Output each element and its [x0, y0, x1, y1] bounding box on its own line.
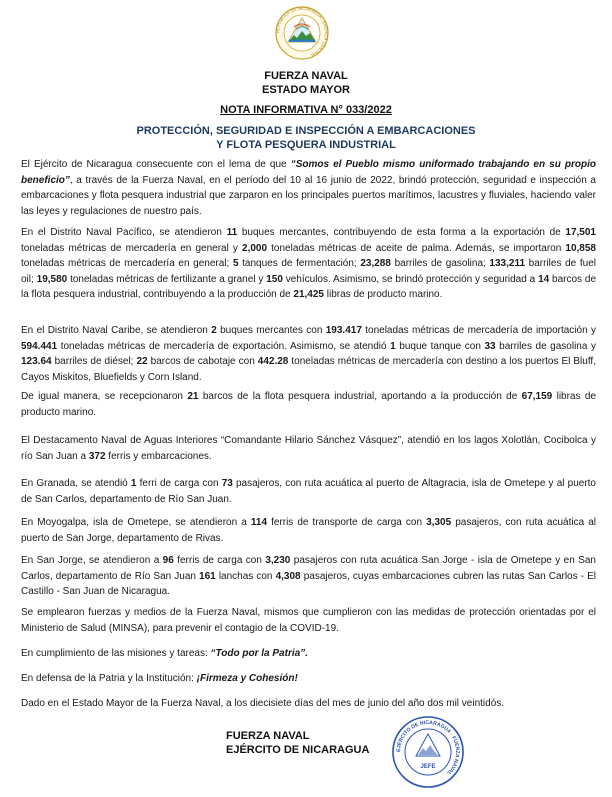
figure: 2,000	[242, 242, 268, 254]
figure: 114	[250, 517, 268, 528]
text: toneladas métricas de mercadería de exportación. Asimismo, se atendió	[57, 340, 391, 352]
figure: 1	[390, 340, 396, 352]
text: pasajeros, cuyas embarcaciones cubren las rutas San Carlos - El Castillo - San Juan de Nicaragua.	[21, 570, 597, 597]
text: ferri de carga con	[136, 478, 222, 489]
header-line-2: ESTADO MAYOR	[261, 84, 350, 96]
text: barriles de diésel;	[51, 356, 137, 367]
figure: 21,425	[293, 289, 324, 300]
motto: ¡Firmeza y Cohesión!	[196, 673, 298, 684]
text: ferris y embarcaciones.	[105, 450, 212, 462]
signature-line-1: FUERZA NAVAL	[226, 730, 310, 742]
paragraph-caribbean-district	[21, 323, 596, 385]
text: buques mercantes, contribuyendo de esta forma a la exportación de	[237, 227, 566, 238]
motto: “Todo por la Patria”.	[210, 648, 308, 659]
figure: 5	[232, 258, 239, 269]
signature-line-2: EJÉRCITO DE NICARAGUA	[226, 744, 370, 756]
paragraph-inland-waters	[21, 433, 596, 464]
text: toneladas métricas de mercadería en general;	[21, 258, 233, 269]
figure: 193.417	[325, 325, 362, 336]
text: barriles de gasolina;	[390, 258, 490, 269]
figure: 21	[187, 391, 199, 402]
text: barcos de la flota pesquera industrial, aportando a la producción de	[198, 391, 522, 402]
text: buques mercantes con	[216, 325, 326, 336]
text: ferris de transporte de carga con	[267, 517, 427, 528]
text: toneladas métricas de mercadería con destino a los puertos El Bluff, Cayos Miskitos, Bluefields y Corn Island.	[21, 356, 596, 383]
note-title: NOTA INFORMATIVA N° 033/2022	[220, 104, 392, 116]
figure: 1	[130, 478, 137, 489]
text: En Moyogalpa, isla de Ometepe, se atendieron a	[21, 517, 251, 528]
figure: 17,501	[565, 227, 596, 238]
paragraph-fishing-fleet	[21, 389, 596, 420]
nicaragua-coat-of-arms-icon	[270, 5, 334, 61]
motto: “Somos el Pueblo mismo uniformado trabajando en su propio beneficio”	[21, 159, 597, 186]
paragraph-intro	[21, 157, 596, 219]
figure: 10,858	[565, 242, 596, 254]
figure: 3,305	[426, 517, 452, 528]
text: toneladas métricas de mercadería de importación y	[361, 325, 596, 336]
text: En San Jorge, se atendieron a	[21, 555, 163, 566]
text: pasajeros con ruta acuática San Jorge - isla de Ometepe y en San Carlos, departamento de Río San Juan	[21, 555, 596, 582]
text: barriles de gasolina y	[495, 340, 596, 352]
text: libras de producto marino.	[324, 289, 443, 300]
stamp-label: JEFE	[420, 764, 436, 770]
text: toneladas métricas de aceite de palma. Además, se importaron	[267, 242, 566, 254]
text: De igual manera, se recepcionaron	[21, 391, 188, 402]
text: En el Distrito Naval Pacífico, se atendieron	[21, 227, 227, 238]
text: En el Distrito Naval Caribe, se atendieron	[21, 325, 212, 336]
text: ferris de carga con	[173, 555, 266, 566]
text: vehículos. Asimismo, se brindó protección y seguridad a	[282, 273, 539, 285]
text: En defensa de la Patria y la Institución:	[21, 673, 197, 684]
text: , a través de la Fuerza Naval, en el período del 10 al 16 junio de 2022, brindó protección, seguridad e inspección a embarcaciones y flota pesquera industrial que zarparon en los principales puertos marítimos, lacustres y fluviales, haciendo valer las leyes y regulaciones de nuestro país.	[21, 174, 596, 217]
figure: 11	[226, 227, 238, 238]
text: En Granada, se atendió	[21, 478, 131, 489]
figure: 123.64	[21, 356, 52, 367]
paragraph-minsa-measures	[21, 605, 596, 636]
text: Se emplearon fuerzas y medios de la Fuerza Naval, mismos que cumplieron con las medidas de protección orientadas por el Ministerio de Salud (MINSA), para prevenir el contagio de la COVID-19.	[21, 607, 596, 634]
text: barcos de cabotaje con	[147, 356, 258, 367]
figure: 372	[88, 450, 106, 462]
stamp-ring-text: EJÉRCITO DE NICARAGUA · FUERZA NAVAL	[395, 719, 461, 776]
text: Dado en el Estado Mayor de la Fuerza Naval, a los diecisiete días del mes de junio del año dos mil veintidós.	[21, 698, 505, 709]
figure: 73	[221, 478, 233, 489]
text: El Ejército de Nicaragua consecuente con el lema de que	[21, 159, 291, 170]
subject-line-2: Y FLOTA PESQUERA INDUSTRIAL	[216, 139, 396, 151]
figure: 2	[211, 325, 217, 336]
figure: 23,288	[360, 258, 391, 269]
text: pasajeros, con ruta acuática al puerto de Altagracia, isla de Ometepe y al puerto de San Carlos, departamento de Río San Juan.	[21, 478, 596, 505]
subject-title	[0, 124, 612, 152]
paragraph-dated	[21, 696, 596, 712]
header-line-1: FUERZA NAVAL	[264, 70, 348, 82]
text: buque tanque con	[395, 340, 485, 352]
paragraph-missions	[21, 646, 596, 662]
figure: 150	[266, 273, 283, 285]
text: toneladas métricas de fertilizante a granel y	[67, 273, 267, 285]
naval-force-stamp-icon	[388, 712, 468, 792]
figure: 22	[136, 356, 148, 367]
text: pasajeros, con ruta acuática al puerto de San Jorge, departamento de Rivas.	[21, 517, 596, 544]
figure: 3,230	[265, 555, 291, 566]
paragraph-defense	[21, 671, 596, 687]
text: libras de producto marino.	[21, 391, 597, 418]
text: El Destacamento Naval de Aguas Interiores “Comandante Hilario Sánchez Vásquez”, atendió en los lagos Xolotlán, Cocibolca y río San Juan a	[21, 435, 596, 462]
paragraph-san-jorge	[21, 553, 596, 600]
figure: 33	[484, 340, 496, 352]
figure: 133,211	[489, 258, 526, 269]
figure: 67,159	[521, 391, 553, 402]
text: lanchas con	[215, 570, 276, 582]
text: barriles de fuel oil;	[21, 258, 596, 285]
seal-ring-text: REPÚBLICA DE NICARAGUA · AMÉRICA CENTRAL	[274, 5, 330, 59]
figure: 96	[162, 555, 174, 566]
figure: 594.441	[21, 340, 58, 352]
subject-line-1: PROTECCIÓN, SEGURIDAD E INSPECCIÓN A EMBARCACIONES	[136, 125, 476, 137]
text: En cumplimiento de las misiones y tareas:	[21, 648, 211, 659]
text: toneladas métricas de mercadería en general y	[21, 242, 243, 254]
figure: 14	[538, 273, 550, 285]
paragraph-pacific-district	[21, 225, 596, 303]
text: tanques de fermentación;	[238, 258, 361, 269]
figure: 442.28	[257, 356, 289, 367]
paragraph-moyogalpa	[21, 515, 596, 546]
paragraph-granada	[21, 476, 596, 507]
text: barcos de la flota pesquera industrial, contribuyendo a la producción de	[21, 273, 597, 300]
figure: 19,580	[36, 273, 68, 285]
figure: 161	[199, 570, 216, 582]
figure: 4,308	[275, 570, 301, 582]
